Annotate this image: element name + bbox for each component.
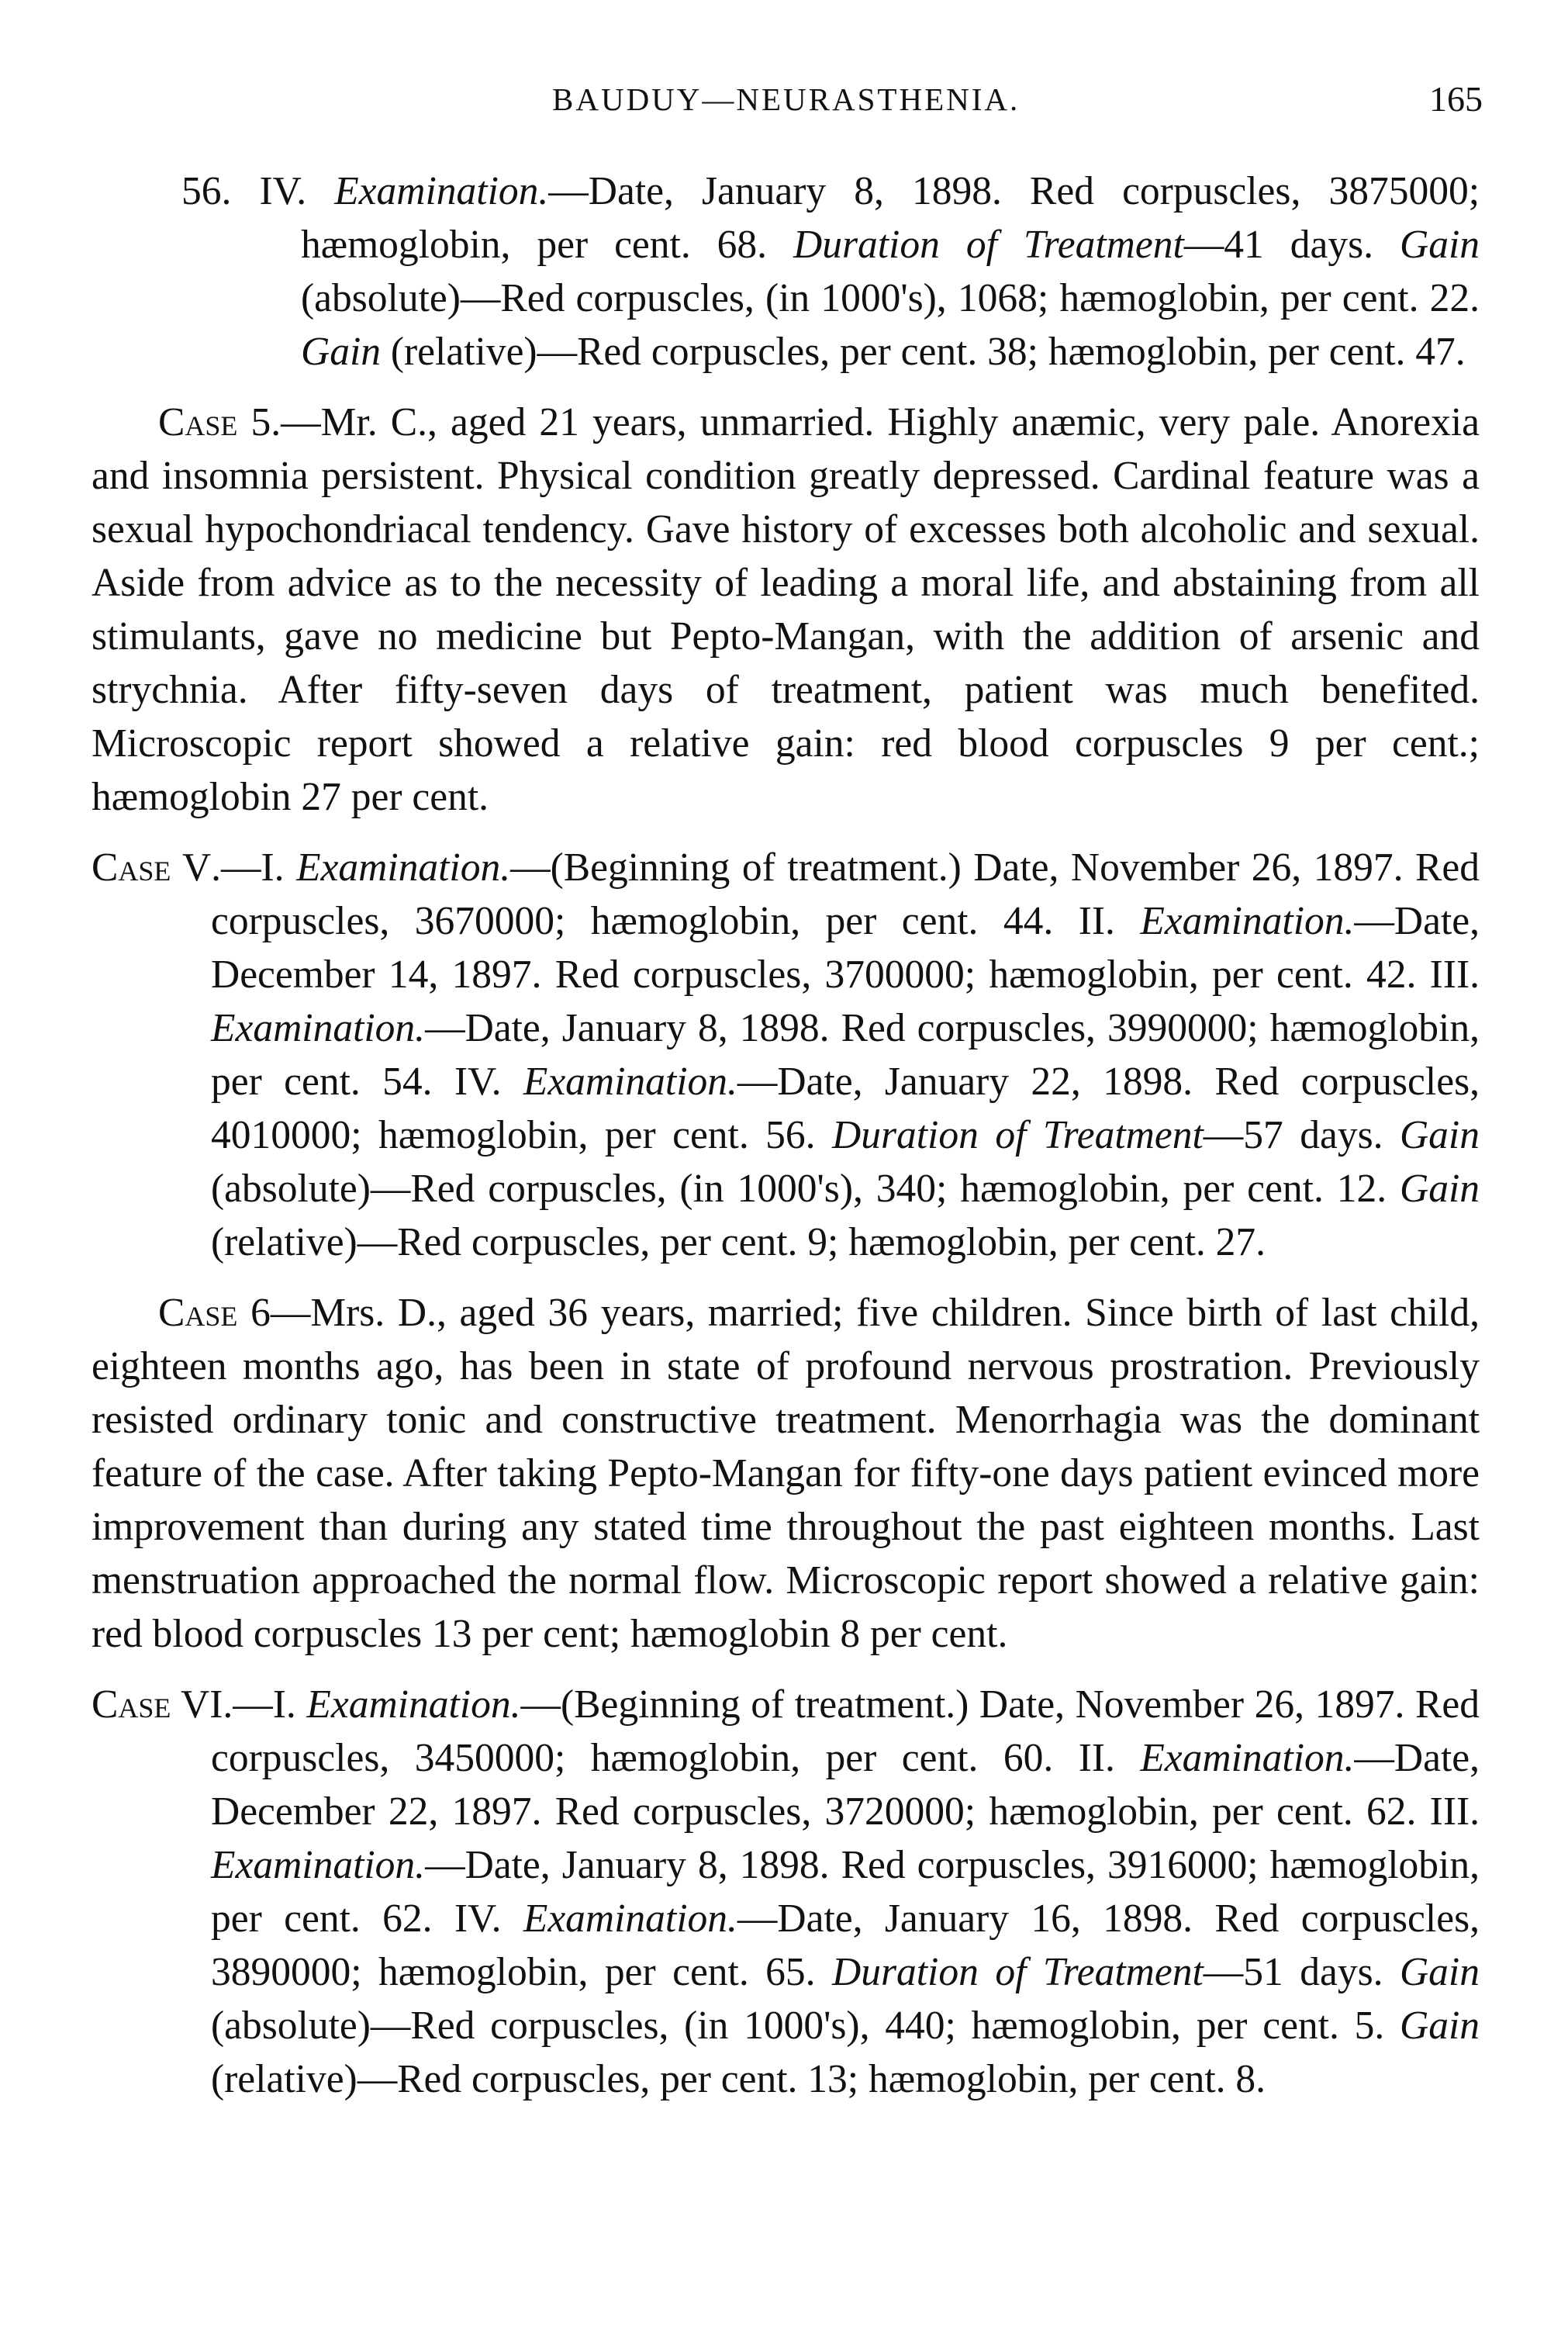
case-heading: Case 5 xyxy=(158,400,271,444)
italic-term: Examination. xyxy=(211,1006,426,1050)
text-run: (relative)—Red corpuscles, per cent. 38; hæmoglobin, per cent. 47. xyxy=(381,330,1466,374)
text-run: —Date, January 8, 1898. Red corpuscles, 3875000; hæmoglobin, per cent. 68. xyxy=(301,169,1480,267)
italic-term: Examination. xyxy=(1140,1736,1355,1780)
text-run: (absolute)—Red corpuscles, (in 1000's), 340; hæmoglobin, per cent. 12. xyxy=(211,1167,1400,1211)
case-6-paragraph xyxy=(92,1286,1480,1661)
case-vi-examinations xyxy=(92,1678,1480,2106)
text-run: —Mrs. D., aged 36 years, married; five children. Since birth of last child, eighteen months ago, has been in state of profound nervous prostration. Previously resisted ordinary tonic and constructive treatment. Menorrhagia was the dominant feature of the case. After taking Pepto-Mangan for fifty-one days patient evinced more improvement than during any stated time throughout the past eighteen months. Last menstruation approached the normal flow. Microscopic report showed a relative gain: red blood corpuscles 13 per cent; hæmoglobin 8 per cent. xyxy=(92,1291,1480,1656)
italic-term: Gain xyxy=(1400,1167,1480,1211)
italic-term: Gain xyxy=(301,330,381,374)
text-run: (relative)—Red corpuscles, per cent. 13; hæmoglobin, per cent. 8. xyxy=(211,2057,1266,2101)
italic-term: Examination. xyxy=(211,1843,426,1887)
case-4-examination-iv xyxy=(92,164,1480,379)
case-heading: Case VI xyxy=(92,1682,223,1727)
italic-term: Examination. xyxy=(1140,899,1355,943)
text-run: —57 days. xyxy=(1203,1113,1400,1157)
text-run: —Date, January 8, 1898. Red corpuscles, 3990000; hæmoglobin, per cent. 54. IV. xyxy=(211,1006,1480,1104)
text-run: —41 days. xyxy=(1183,223,1400,267)
case-heading: Case V xyxy=(92,845,212,890)
italic-term: Duration of Treatment xyxy=(832,1950,1204,1994)
text-run: —(Beginning of treatment.) Date, November 26, 1897. Red corpuscles, 3670000; hæmoglobin, per cent. 44. II. xyxy=(211,845,1480,943)
text-run: —Date, December 14, 1897. Red corpuscles, 3700000; hæmoglobin, per cent. 42. III. xyxy=(211,899,1480,997)
text-run: —Date, January 16, 1898. Red corpuscles, 3890000; hæmoglobin, per cent. 65. xyxy=(211,1897,1480,1994)
running-head: BAUDUY—NEURASTHENIA. xyxy=(552,81,1021,117)
case-heading: Case 6 xyxy=(158,1291,271,1335)
text-run: 56. IV. xyxy=(181,169,335,213)
case-5-paragraph xyxy=(92,396,1480,824)
italic-term: Examination. xyxy=(296,845,511,890)
italic-term: Duration of Treatment xyxy=(832,1113,1204,1157)
italic-term: Gain xyxy=(1399,1950,1480,1994)
text-run: —51 days. xyxy=(1203,1950,1400,1994)
italic-term: Examination. xyxy=(306,1682,521,1727)
text-run: .—I. xyxy=(223,1682,307,1727)
italic-term: Gain xyxy=(1400,2004,1480,2048)
page-body xyxy=(92,164,1480,2106)
italic-term: Gain xyxy=(1399,1113,1480,1157)
text-run: (absolute)—Red corpuscles, (in 1000's), 1068; hæmoglobin, per cent. 22. xyxy=(301,276,1480,320)
italic-term: Gain xyxy=(1400,223,1480,267)
page-number: 165 xyxy=(1429,79,1483,119)
page-header xyxy=(0,76,1568,123)
text-run: .—I. xyxy=(211,845,297,890)
text-run: (relative)—Red corpuscles, per cent. 9; hæmoglobin, per cent. 27. xyxy=(211,1220,1266,1264)
italic-term: Examination. xyxy=(523,1060,737,1104)
text-run: —(Beginning of treatment.) Date, November 26, 1897. Red corpuscles, 3450000; hæmoglobin, per cent. 60. II. xyxy=(211,1682,1480,1780)
italic-term: Examination. xyxy=(334,169,549,213)
text-run: .—Mr. C., aged 21 years, unmarried. Highly anæmic, very pale. Anorexia and insomnia persistent. Physical condition greatly depressed. Cardinal feature was a sexual hypochondriacal tendency. Gave history of excesses both alcoholic and sexual. Aside from advice as to the necessity of leading a moral life, and abstaining from all stimulants, gave no medicine but Pepto-Mangan, with the addition of arsenic and strychnia. After fifty-seven days of treatment, patient was much benefited. Microscopic report showed a relative gain: red blood corpuscles 9 per cent.; hæmoglobin 27 per cent. xyxy=(92,400,1480,819)
italic-term: Examination. xyxy=(523,1897,737,1941)
text-run: —Date, January 8, 1898. Red corpuscles, 3916000; hæmoglobin, per cent. 62. IV. xyxy=(211,1843,1480,1941)
case-v-examinations xyxy=(92,841,1480,1269)
text-run: (absolute)—Red corpuscles, (in 1000's), 440; hæmoglobin, per cent. 5. xyxy=(211,2004,1400,2048)
text-run: —Date, December 22, 1897. Red corpuscles, 3720000; hæmoglobin, per cent. 62. III. xyxy=(211,1736,1480,1834)
text-run: —Date, January 22, 1898. Red corpuscles, 4010000; hæmoglobin, per cent. 56. xyxy=(211,1060,1480,1157)
italic-term: Duration of Treatment xyxy=(793,223,1184,267)
